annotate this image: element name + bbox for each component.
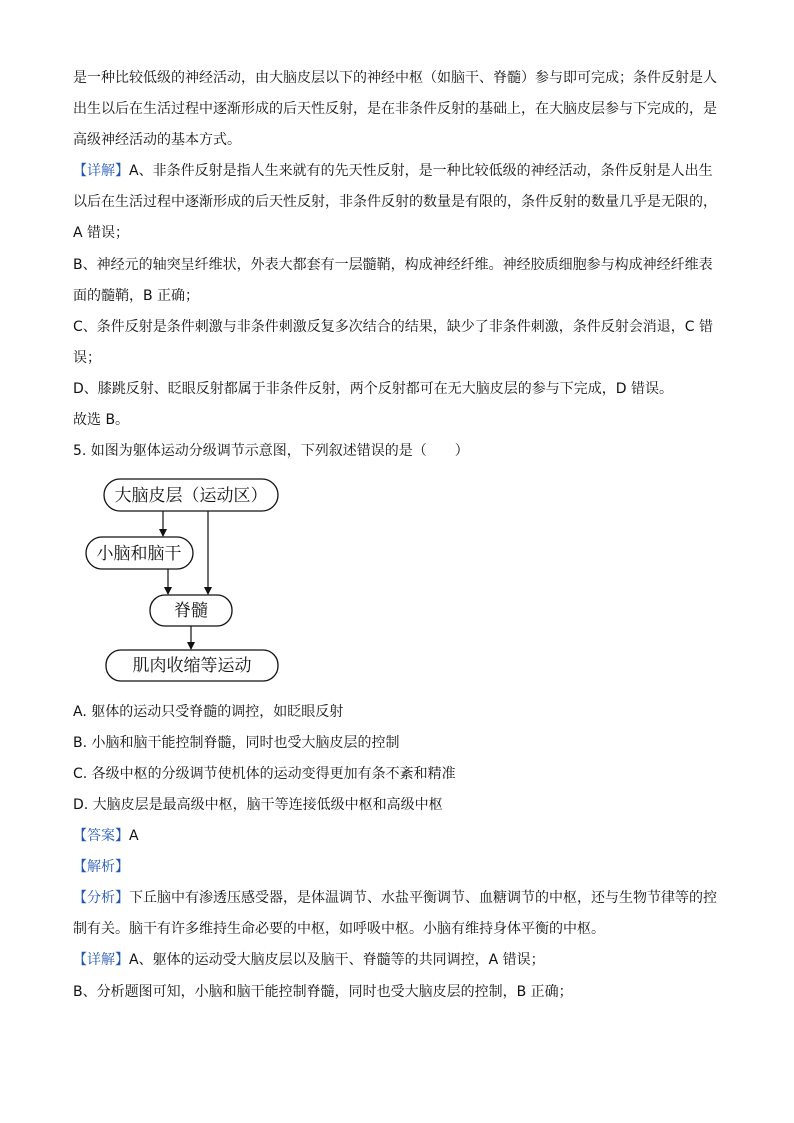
fenxi-tag: 【分析】 — [73, 890, 129, 906]
box-cortex-label: 大脑皮层（运动区） — [114, 486, 268, 506]
detail2-line-1 — [73, 950, 723, 970]
box-cerebellum-label: 小脑和脑干 — [96, 544, 182, 564]
option-a: A. 躯体的运动只受脊髓的调控，如眨眼反射 — [73, 704, 344, 720]
analysis-tag: 【解析】 — [73, 859, 129, 875]
intro-line-1: 是一种比较低级的神经活动，由大脑皮层以下的神经中枢（如脑干、脊髓）参与即可完成；条件反射是人 — [73, 70, 717, 86]
detail1-line-1 — [73, 161, 723, 181]
detail1-line-9: 故选 B。 — [73, 412, 130, 428]
diagram-svg — [80, 472, 300, 687]
fenxi-text-1: 下丘脑中有渗透压感受器，是体温调节、水盐平衡调节、血糖调节的中枢，还与生物节律等的控 — [129, 890, 717, 906]
option-c: C. 各级中枢的分级调节使机体的运动变得更加有条不紊和精准 — [73, 766, 456, 782]
detail1-line-7: 误； — [73, 350, 101, 366]
answer-value: A — [129, 828, 139, 844]
analysis-line — [73, 857, 723, 877]
fenxi-line-2: 制有关。脑干有许多维持生命必要的中枢，如呼吸中枢。小脑有维持身体平衡的中枢。 — [73, 921, 605, 937]
option-b: B. 小脑和脑干能控制脊髓，同时也受大脑皮层的控制 — [73, 735, 400, 751]
answer-line — [73, 826, 723, 846]
intro-line-2: 出生以后在生活过程中逐渐形成的后天性反射，是在非条件反射的基础上，在大脑皮层参与下完成的，是 — [73, 101, 717, 117]
box-muscle-label: 肌肉收缩等运动 — [132, 656, 252, 676]
fenxi-line-1 — [73, 888, 723, 908]
motor-regulation-diagram — [80, 472, 300, 687]
answer-tag: 【答案】 — [73, 828, 129, 844]
detail1-line-3: A 错误； — [73, 225, 130, 241]
box-spinal-cord-label: 脊髓 — [174, 601, 208, 621]
detail-tag: 【详解】 — [73, 163, 129, 179]
detail1-line-4: B、神经元的轴突呈纤维状，外表大都套有一层髓鞘，构成神经纤维。神经胶质细胞参与构成神经纤维表 — [73, 257, 713, 273]
detail2-text-1: A、躯体的运动受大脑皮层以及脑干、脊髓等的共同调控，A 错误； — [129, 952, 545, 968]
detail2-tag: 【详解】 — [73, 952, 129, 968]
intro-line-3: 高级神经活动的基本方式。 — [73, 132, 241, 148]
question-stem: 5. 如图为躯体运动分级调节示意图，下列叙述错误的是（ ） — [73, 443, 469, 459]
detail1-line-2: 以后在生活过程中逐渐形成的后天性反射，非条件反射的数量是有限的，条件反射的数量几乎是无限的， — [73, 194, 717, 210]
detail1-text-1: A、非条件反射是指人生来就有的先天性反射，是一种比较低级的神经活动，条件反射是人出生 — [129, 163, 713, 179]
detail1-line-6: C、条件反射是条件刺激与非条件刺激反复多次结合的结果，缺少了非条件刺激，条件反射会消退，C 错 — [73, 319, 713, 335]
detail1-line-5: 面的髓鞘，B 正确； — [73, 288, 200, 304]
detail2-line-2: B、分析题图可知，小脑和脑干能控制脊髓，同时也受大脑皮层的控制，B 正确； — [73, 984, 573, 1000]
detail1-line-8: D、膝跳反射、眨眼反射都属于非条件反射，两个反射都可在无大脑皮层的参与下完成，D 错误。 — [73, 381, 674, 397]
option-d: D. 大脑皮层是最高级中枢，脑干等连接低级中枢和高级中枢 — [73, 797, 443, 813]
